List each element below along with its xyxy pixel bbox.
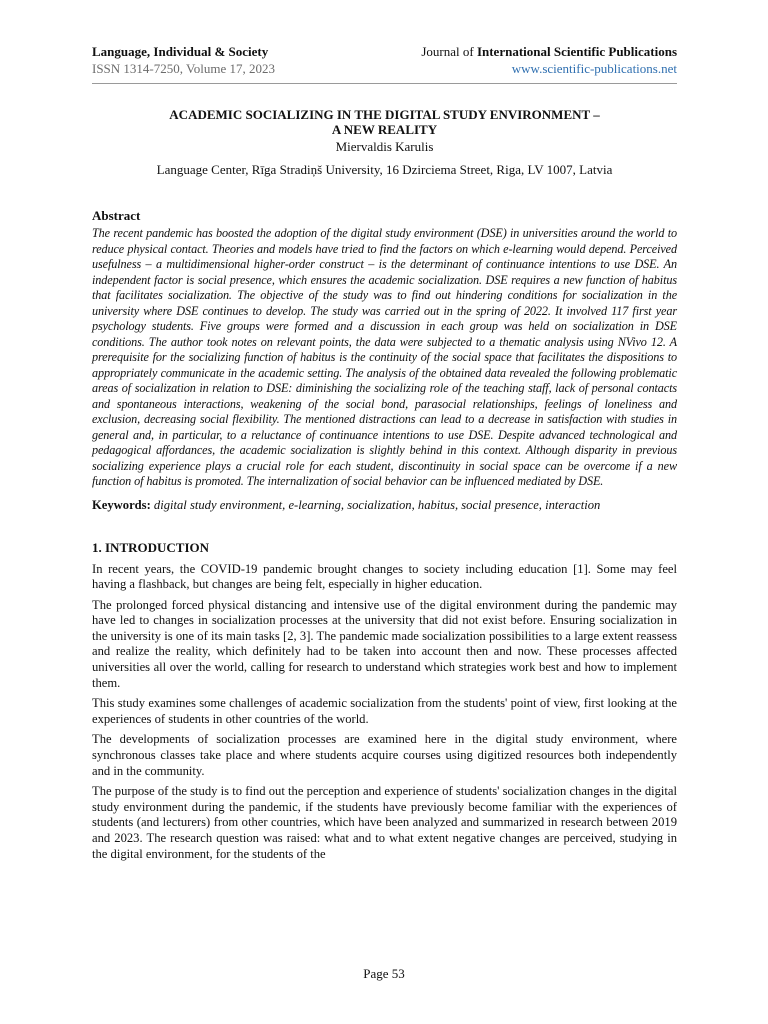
title-line-1: ACADEMIC SOCIALIZING IN THE DIGITAL STUDY ENVIRONMENT – bbox=[169, 107, 600, 122]
journal-title bbox=[421, 43, 677, 60]
keywords-label: Keywords: bbox=[92, 497, 151, 512]
page-number: Page 53 bbox=[363, 966, 405, 981]
header-divider bbox=[92, 83, 677, 84]
section-heading-introduction: 1. INTRODUCTION bbox=[92, 539, 210, 555]
keywords bbox=[92, 497, 677, 513]
title-line-2: A NEW REALITY bbox=[331, 122, 438, 137]
journal-name: International Scientific Publications bbox=[476, 44, 677, 59]
author-name: Miervaldis Karulis bbox=[335, 139, 434, 154]
keywords-list: digital study environment, e-learning, socialization, habitus, social presence, interaction bbox=[153, 497, 601, 512]
header-right bbox=[421, 43, 677, 77]
header-left bbox=[92, 43, 275, 77]
intro-paragraph: In recent years, the COVID-19 pandemic brought changes to society including education [1]. Some may feel having a flashback, but changes are being felt, especially in higher education. bbox=[92, 561, 677, 592]
intro-paragraph: The prolonged forced physical distancing and intensive use of the digital environment during the pandemic may have led to changes in socialization processes at the university that did not exist before. Ensuring socialization in the university is one of its main tasks [2, 3]. The pandemic made socialization possibilities to a large extent reassess and realize the reality, which definitely had to be taken into account then and now. These processes affected universities all over the world, calling for research to understand which strategies work best and how to implement them. bbox=[92, 597, 677, 690]
journal-series: Language, Individual & Society bbox=[92, 44, 269, 59]
abstract-heading: Abstract bbox=[92, 208, 141, 223]
intro-paragraph: The developments of socialization processes are examined here in the digital study environment, where synchronous classes take place and where students acquire courses using digitized resources both independently and in the community. bbox=[92, 732, 677, 778]
issn-volume: ISSN 1314-7250, Volume 17, 2023 bbox=[92, 61, 275, 76]
journal-prefix: Journal of bbox=[421, 44, 477, 59]
author-affiliation: Language Center, Rīga Stradiņš University, 16 Dzirciema Street, Riga, LV 1007, Latvia bbox=[156, 162, 613, 177]
page bbox=[92, 43, 677, 862]
abstract-text: The recent pandemic has boosted the adoption of the digital study environment (DSE) in universities around the world to reduce physical contact. Theories and models have tried to find the factors on which e-learning would depend. Perceived usefulness – a multidimensional higher-order construct – is the determinant of continuance intentions to use DSE. An independent factor is social presence, which ensures the academic socialization. DSE requires a new function of habitus that facilitates socialization. The objective of the study was to find out hindering conditions for socialization in the university where DSE continues to develop. The study was carried out in the spring of 2022. It involved 117 first year psychology students. Five groups were formed and a discussion in each group was held on socialization in DSE conditions. The author took notes on relevant points, the data were subjected to a thematic analysis using NVivo 12. A prerequisite for the socializing function of habitus is the continuity of the social space that facilitates the dispositions to appropriately communicate in the academic setting. The analysis of the obtained data revealed the following problematic areas of socialization in relation to DSE: diminishing the socializing role of the teaching staff, lack of personal contacts and spontaneous interactions, weakening of the social bond, parasocial relationships, feelings of loneliness and exclusion, decreasing social flexibility. The mentioned distractions can lead to a decrease in satisfaction with studies in general and, in particular, to a reluctance of continuance intentions to use DSE. Despite advanced technological and pedagogical affordances, the academic socialization is slightly behind in this context. Although disparity in previous socializing experience plays a crucial role for each student, discontinuity in social space can be overcome if a new function of habitus is promoted. The internalization of social behavior can be influenced mediated by DSE. bbox=[92, 226, 677, 488]
intro-paragraph: This study examines some challenges of academic socialization from the students' point of view, first looking at the experiences of students in other countries of the world. bbox=[92, 696, 677, 726]
intro-paragraph: The purpose of the study is to find out the perception and experience of students' socialization changes in the digital study environment during the pandemic, if the students have previously become familiar with the experiences of students (and lecturers) from other countries, which have been analyzed and summarized in research between 2019 and 2023. The research question was raised: what and to what extent negative changes are perceived, studying in the digital environment, for the students of the bbox=[92, 784, 677, 861]
article-title bbox=[92, 107, 677, 137]
running-header bbox=[92, 43, 677, 77]
journal-url-link[interactable]: www.scientific-publications.net bbox=[511, 61, 677, 76]
